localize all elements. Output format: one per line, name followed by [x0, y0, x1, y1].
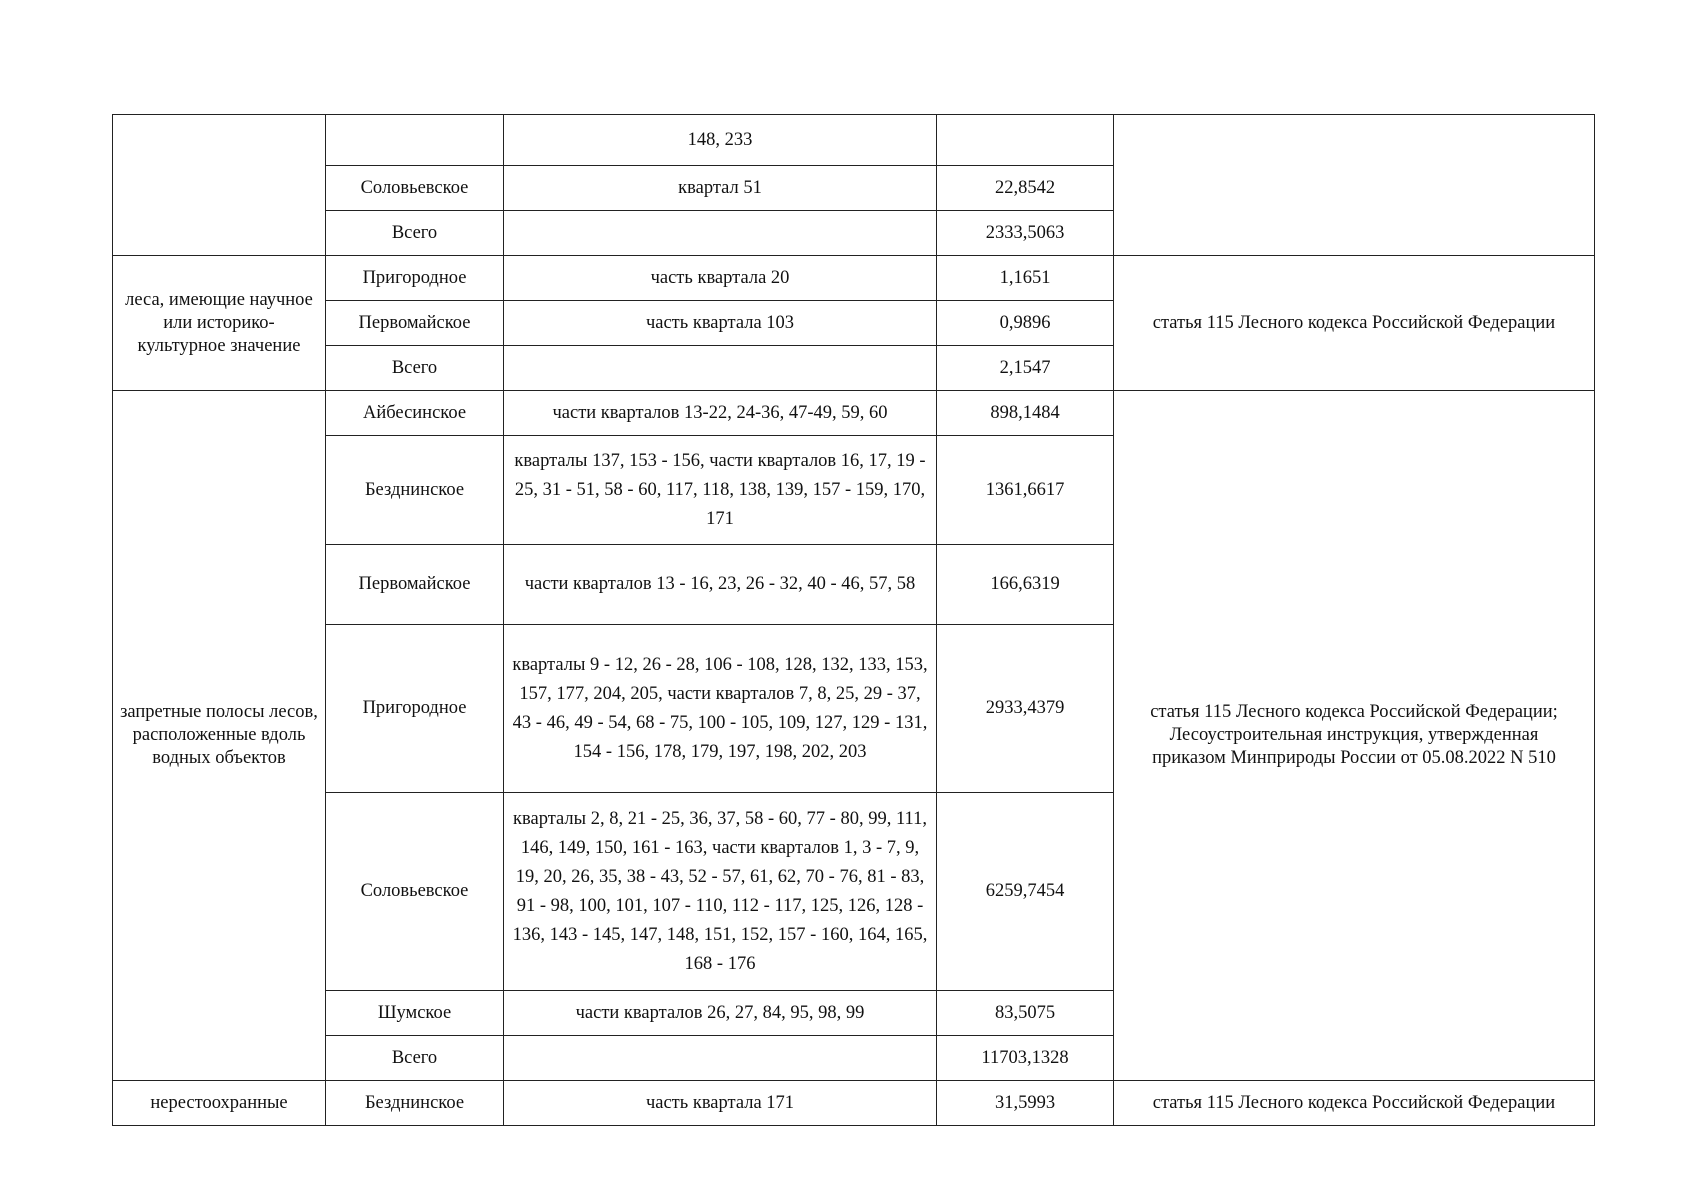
quarters-cell	[504, 211, 937, 256]
category-cell	[113, 115, 326, 256]
quarters-cell: части кварталов 13 - 16, 23, 26 - 32, 40 - 46, 57, 58	[504, 545, 937, 625]
area-cell: 31,5993	[937, 1081, 1114, 1126]
area-cell: 1,1651	[937, 256, 1114, 301]
area-cell: 166,6319	[937, 545, 1114, 625]
quarters-cell	[504, 346, 937, 391]
area-cell: 898,1484	[937, 391, 1114, 436]
forestry-cell: Всего	[326, 211, 504, 256]
area-cell: 2333,5063	[937, 211, 1114, 256]
quarters-cell: кварталы 137, 153 - 156, части кварталов 16, 17, 19 - 25, 31 - 51, 58 - 60, 117, 118, 138, 139, 157 - 159, 170, 171	[504, 436, 937, 545]
forestry-cell: Первомайское	[326, 301, 504, 346]
forestry-cell: Всего	[326, 346, 504, 391]
category-cell: леса, имеющие научное или историко-культурное значение	[113, 256, 326, 391]
quarters-cell: части кварталов 26, 27, 84, 95, 98, 99	[504, 991, 937, 1036]
legal-basis-cell	[1114, 115, 1595, 256]
quarters-cell: квартал 51	[504, 166, 937, 211]
area-cell: 1361,6617	[937, 436, 1114, 545]
area-cell: 22,8542	[937, 166, 1114, 211]
forestry-cell: Айбесинское	[326, 391, 504, 436]
quarters-cell: кварталы 2, 8, 21 - 25, 36, 37, 58 - 60, 77 - 80, 99, 111, 146, 149, 150, 161 - 163, части кварталов 1, 3 - 7, 9, 19, 20, 26, 35, 38 - 43, 52 - 57, 61, 62, 70 - 76, 81 - 83, 91 - 98, 100, 101, 107 - 110, 112 - 117, 125, 126, 128 - 136, 143 - 145, 147, 148, 151, 152, 157 - 160, 164, 165, 168 - 176	[504, 793, 937, 991]
legal-basis-cell	[1114, 256, 1595, 391]
forestry-cell: Шумское	[326, 991, 504, 1036]
forestry-cell: Пригородное	[326, 256, 504, 301]
area-cell: 11703,1328	[937, 1036, 1114, 1081]
legal-basis-cell	[1114, 391, 1595, 1081]
legal-basis-line: статья 115 Лесного кодекса Российской Федерации;	[1150, 702, 1558, 722]
table-row	[113, 256, 1595, 301]
quarters-cell	[504, 1036, 937, 1081]
quarters-cell: кварталы 9 - 12, 26 - 28, 106 - 108, 128, 132, 133, 153, 157, 177, 204, 205, части кварталов 7, 8, 25, 29 - 37, 43 - 46, 49 - 54, 68 - 75, 100 - 105, 109, 127, 129 - 131, 154 - 156, 178, 179, 197, 198, 202, 203	[504, 625, 937, 793]
area-cell: 2,1547	[937, 346, 1114, 391]
table-row	[113, 115, 1595, 166]
quarters-cell: часть квартала 103	[504, 301, 937, 346]
forestry-cell: Всего	[326, 1036, 504, 1081]
category-cell: запретные полосы лесов, расположенные вдоль водных объектов	[113, 391, 326, 1081]
table-row	[113, 391, 1595, 436]
forestry-cell: Соловьевское	[326, 166, 504, 211]
forestry-cell: Безднинское	[326, 436, 504, 545]
area-cell	[937, 115, 1114, 166]
area-cell: 2933,4379	[937, 625, 1114, 793]
category-cell: нерестоохранные	[113, 1081, 326, 1126]
quarters-cell: части кварталов 13-22, 24-36, 47-49, 59, 60	[504, 391, 937, 436]
forestry-cell: Соловьевское	[326, 793, 504, 991]
forestry-cell: Первомайское	[326, 545, 504, 625]
quarters-cell: часть квартала 171	[504, 1081, 937, 1126]
table-row	[113, 1081, 1595, 1126]
legal-basis-line: статья 115 Лесного кодекса Российской Федерации	[1152, 1092, 1556, 1113]
forestry-cell: Пригородное	[326, 625, 504, 793]
legal-basis-line: статья 115 Лесного кодекса Российской Федерации	[1152, 312, 1556, 333]
legal-basis-line: приказом Минприроды России от 05.08.2022 N 510	[1152, 748, 1556, 768]
quarters-cell: 148, 233	[504, 115, 937, 166]
quarters-cell: часть квартала 20	[504, 256, 937, 301]
area-cell: 83,5075	[937, 991, 1114, 1036]
legal-basis-line: Лесоустроительная инструкция, утвержденная	[1169, 725, 1539, 745]
area-cell: 6259,7454	[937, 793, 1114, 991]
legal-basis-cell	[1114, 1081, 1595, 1126]
forest-protection-table	[112, 114, 1595, 1126]
area-cell: 0,9896	[937, 301, 1114, 346]
forestry-cell: Безднинское	[326, 1081, 504, 1126]
forestry-cell	[326, 115, 504, 166]
